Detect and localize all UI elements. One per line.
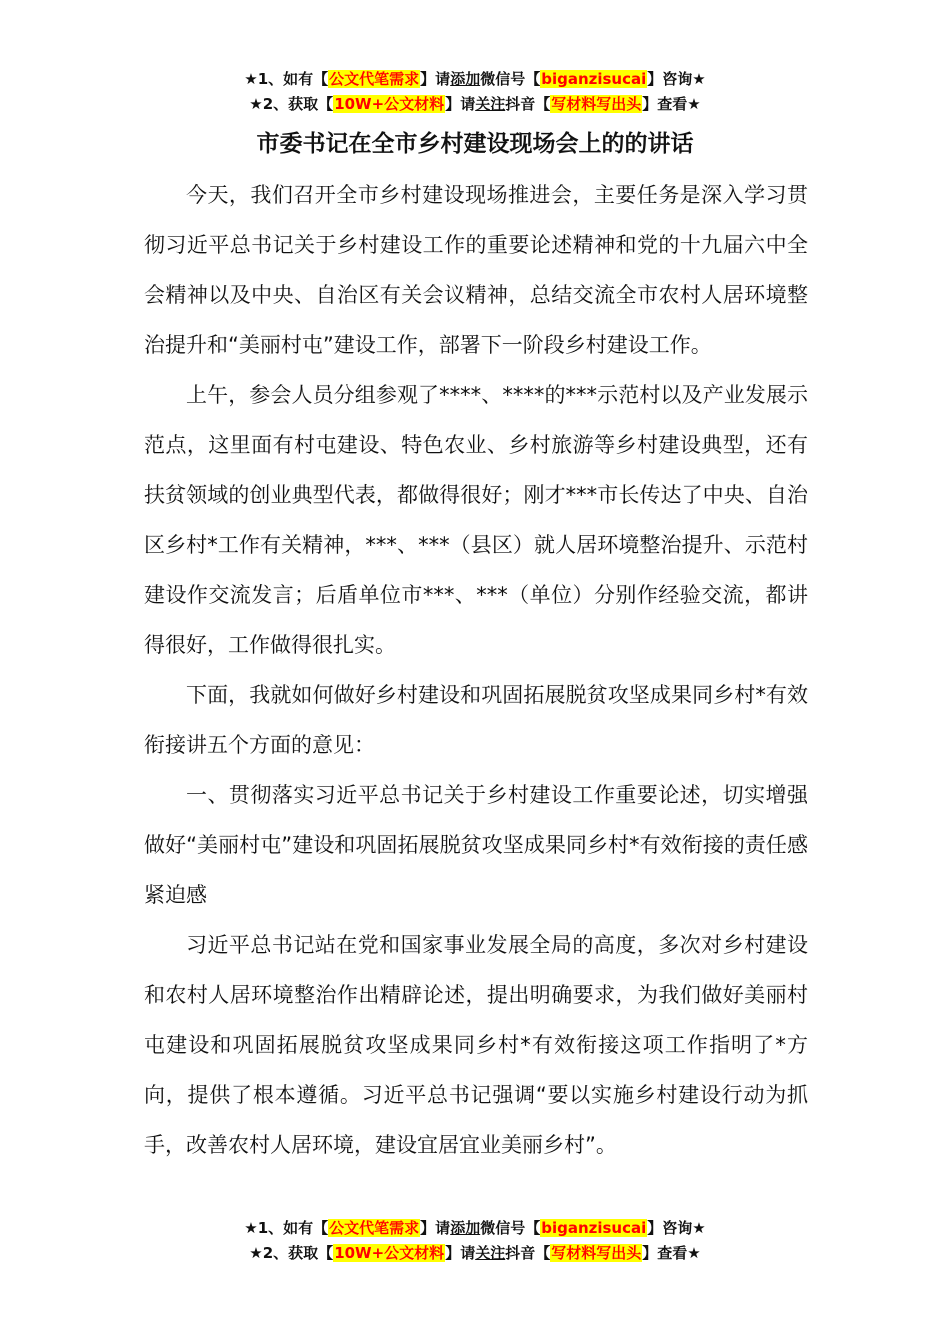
banner-line-1 <box>0 67 950 92</box>
banner-text: ★2、获取【 <box>249 95 334 113</box>
banner-text: 】查看★ <box>642 1244 701 1262</box>
banner-text: 】请 <box>420 1219 451 1237</box>
section-heading-1: 一、贯彻落实习近平总书记关于乡村建设工作重要论述，切实增强做好“美丽村屯”建设和巩固拓展脱贫攻坚成果同乡村*有效衔接的责任感紧迫感 <box>144 783 808 907</box>
banner-highlight: biganzisucai <box>541 70 647 88</box>
banner-highlight: 公文代笔需求 <box>329 1219 420 1237</box>
paragraph-morning-visit: 上午，参会人员分组参观了****、****的***示范村以及产业发展示范点，这里面有村屯建设、特色农业、乡村旅游等乡村建设典型，还有扶贫领域的创业典型代表，都做得很好；刚才***市长传达了中央、自治区乡村*工作有关精神，***、***（县区）就人居环境整治提升、示范村建设作交流发言；后盾单位市***、***（单位）分别作经验交流，都讲得很好，工作做得很扎实。 <box>144 383 808 657</box>
banner-highlight: 10W+公文材料 <box>334 95 445 113</box>
banner-text: 】请 <box>420 70 451 88</box>
document-body <box>144 170 808 1170</box>
banner-text: 微信号【 <box>480 70 541 88</box>
banner-line-2 <box>0 1241 950 1266</box>
banner-highlight: 10W+公文材料 <box>334 1244 445 1262</box>
banner-line-1 <box>0 1216 950 1241</box>
banner-text: 】请 <box>445 95 476 113</box>
header-banner <box>0 67 950 117</box>
banner-text: 】咨询★ <box>647 70 706 88</box>
banner-underline: 添加 <box>450 1219 481 1237</box>
banner-highlight: 公文代笔需求 <box>329 70 420 88</box>
banner-text: 微信号【 <box>480 1219 541 1237</box>
banner-text: ★1、如有【 <box>244 70 329 88</box>
banner-text: ★2、获取【 <box>249 1244 334 1262</box>
banner-underline: 添加 <box>450 70 481 88</box>
banner-text: 】咨询★ <box>647 1219 706 1237</box>
banner-text: 抖音【 <box>505 95 551 113</box>
banner-text: ★1、如有【 <box>244 1219 329 1237</box>
banner-text: 】查看★ <box>642 95 701 113</box>
banner-underline: 关注 <box>475 1244 506 1262</box>
footer-banner <box>0 1216 950 1266</box>
banner-highlight: biganzisucai <box>541 1219 647 1237</box>
banner-line-2 <box>0 92 950 117</box>
paragraph-intro: 今天，我们召开全市乡村建设现场推进会，主要任务是深入学习贯彻习近平总书记关于乡村建设工作的重要论述精神和党的十九届六中全会精神以及中央、自治区有关会议精神，总结交流全市农村人居环境整治提升和“美丽村屯”建设工作，部署下一阶段乡村建设工作。 <box>144 183 808 357</box>
banner-text: 抖音【 <box>505 1244 551 1262</box>
paragraph-outline: 下面，我就如何做好乡村建设和巩固拓展脱贫攻坚成果同乡村*有效衔接讲五个方面的意见： <box>144 683 808 757</box>
banner-text: 】请 <box>445 1244 476 1262</box>
banner-highlight: 写材料写出头 <box>551 1244 642 1262</box>
paragraph-section-1: 习近平总书记站在党和国家事业发展全局的高度，多次对乡村建设和农村人居环境整治作出精辟论述，提出明确要求，为我们做好美丽村屯建设和巩固拓展脱贫攻坚成果同乡村*有效衔接这项工作指明了*方向，提供了根本遵循。习近平总书记强调“要以实施乡村建设行动为抓手，改善农村人居环境，建设宜居宜业美丽乡村”。 <box>144 933 808 1157</box>
document-title: 市委书记在全市乡村建设现场会上的的讲话 <box>256 131 694 157</box>
banner-underline: 关注 <box>475 95 506 113</box>
banner-highlight: 写材料写出头 <box>551 95 642 113</box>
